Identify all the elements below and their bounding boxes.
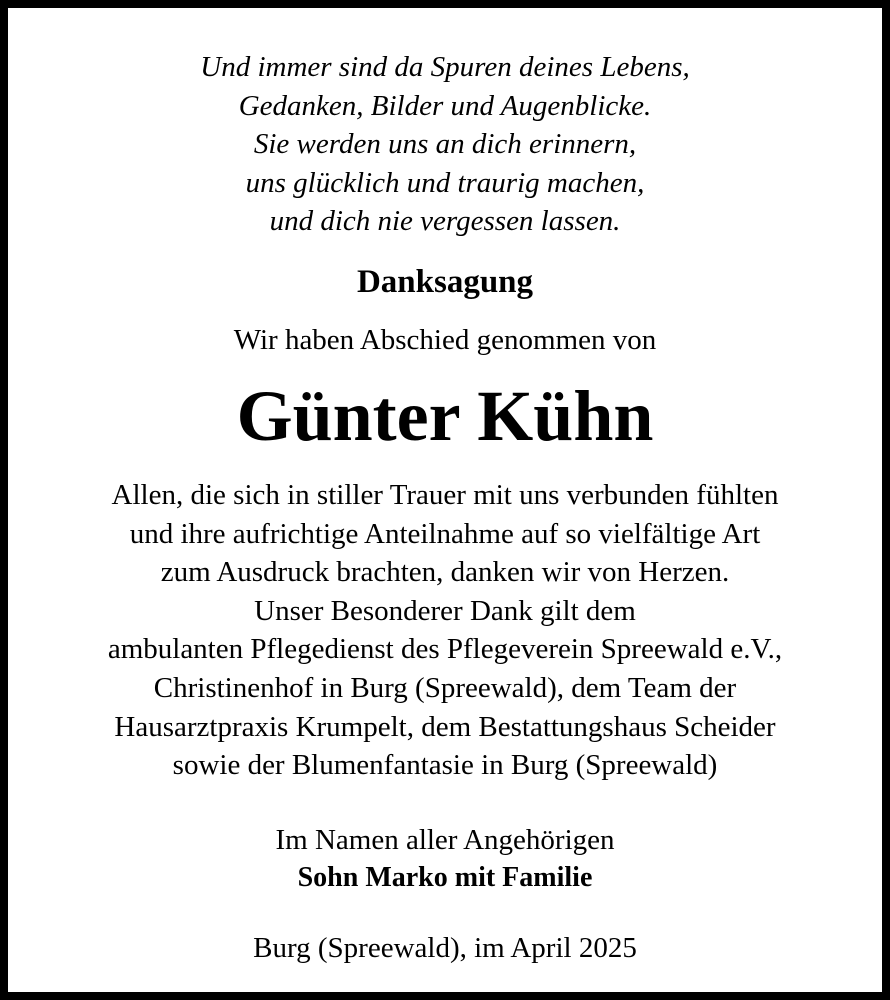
place-date: Burg (Spreewald), im April 2025 bbox=[253, 932, 637, 964]
thanks-line: sowie der Blumenfantasie in Burg (Spreewald) bbox=[172, 749, 718, 782]
deceased-name: Günter Kühn bbox=[236, 376, 654, 456]
thanks-text bbox=[8, 476, 882, 785]
thanks-line: Christinenhof in Burg (Spreewald), dem Team der bbox=[153, 671, 737, 704]
poem-line: und dich nie vergessen lassen. bbox=[269, 205, 621, 237]
thanks-line: zum Ausdruck brachten, danken wir von Herzen. bbox=[160, 556, 730, 589]
thanks-line: Allen, die sich in stiller Trauer mit uns verbunden fühlten bbox=[111, 479, 779, 511]
thanks-line: ambulanten Pflegedienst des Pflegeverein Spreewald e.V., bbox=[107, 633, 783, 666]
intro-line: Wir haben Abschied genommen von bbox=[233, 324, 657, 356]
thanks-line: Unser Besonderer Dank gilt dem bbox=[254, 594, 636, 627]
poem-line: Sie werden uns an dich erinnern, bbox=[253, 128, 637, 160]
poem-line: Und immer sind da Spuren deines Lebens, bbox=[200, 51, 690, 83]
poem-line: Gedanken, Bilder und Augenblicke. bbox=[238, 89, 652, 122]
closing-block bbox=[8, 821, 882, 897]
poem-line: uns glücklich und traurig machen, bbox=[245, 166, 645, 199]
notice-heading: Danksagung bbox=[356, 264, 534, 300]
signer-name: Sohn Marko mit Familie bbox=[297, 862, 593, 893]
thanks-line: Hausarztpraxis Krumpelt, dem Bestattungshaus Scheider bbox=[114, 710, 776, 743]
thanks-line: und ihre aufrichtige Anteilnahme auf so vielfältige Art bbox=[129, 517, 761, 550]
closing-line: Im Namen aller Angehörigen bbox=[275, 824, 615, 856]
memorial-poem bbox=[8, 48, 882, 241]
